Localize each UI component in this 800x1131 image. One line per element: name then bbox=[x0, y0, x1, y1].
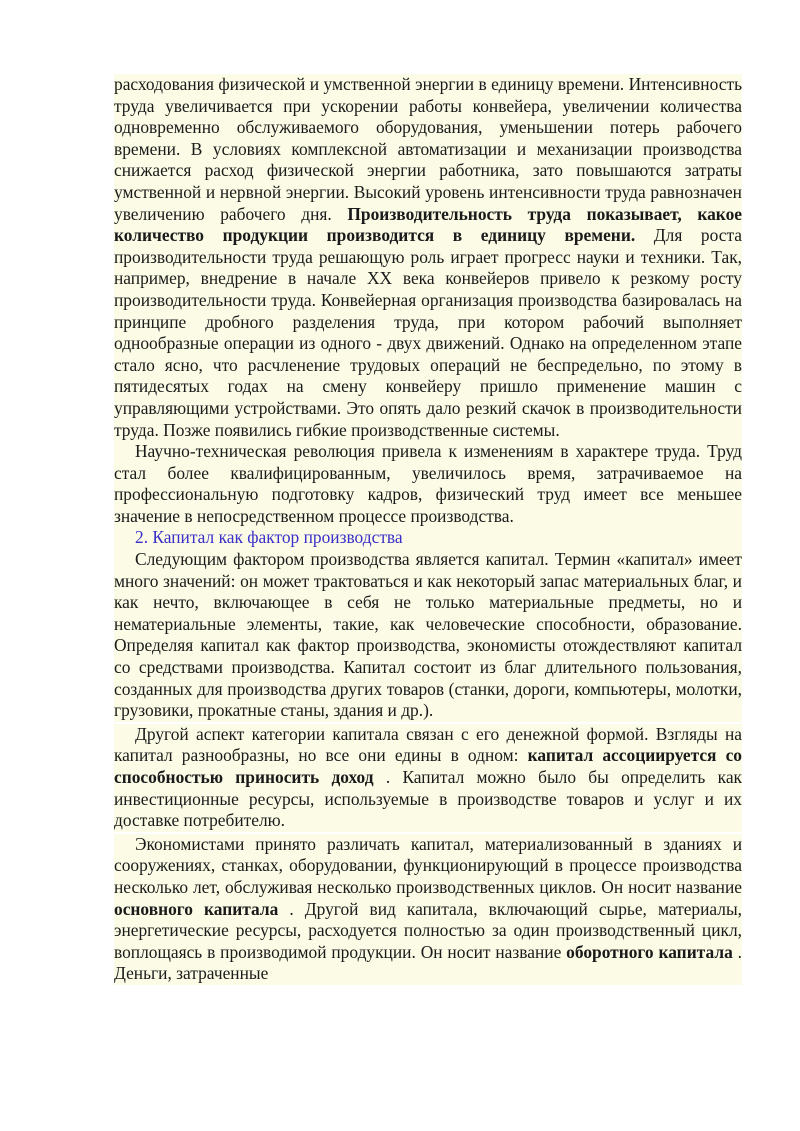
section-heading-capital: 2. Капитал как фактор производства bbox=[114, 527, 742, 549]
text-run: . Капитал можно было бы определить как инвестиционные ресурсы, используемые в производстве товаров и услуг и их доставке потребителю. bbox=[114, 767, 742, 831]
text-run: Экономистами принято различать капитал, материализованный в зданиях и сооружениях, станках, оборудовании, функционирующий в процессе производства несколько лет, обслуживая несколько производственных циклов. Он носит название bbox=[114, 833, 742, 897]
paragraph-fixed-working-capital bbox=[114, 834, 742, 985]
paragraph-scientific-revolution bbox=[114, 441, 742, 527]
paragraph-labor-intensity bbox=[114, 74, 742, 441]
document-page bbox=[114, 74, 742, 985]
text-run: Для роста производительности труда решающую роль играет прогресс науки и техники. Так, например, внедрение в начале XX века конвейеров привело к резкому росту производительности труда. Конвейерная организация производства базировалась на принципе дробного разделения труда, при котором рабочий выполняет однообразные операции из одного - двух движений. Однако на определенном этапе стало ясно, что расчленение трудовых операций не беспредельно, по этому в пятидесятых годах на смену конвейеру пришло применение машин с управляющими устройствами. Это опять дало резкий скачок в производительности труда. Позже появились гибкие производственные системы. bbox=[114, 225, 742, 440]
text-run: . Другой вид капитала, включающий сырье, материалы, энергетические ресурсы, расходуется полностью за один производственный цикл, воплощаясь в производимой продукции. Он носит название bbox=[114, 898, 743, 962]
bold-definition-productivity: Производительность труда показывает, какое количество продукции производится в единицу времени. bbox=[114, 203, 742, 246]
text-run: . Деньги, затраченные bbox=[114, 941, 742, 984]
bold-working-capital: оборотного капитала bbox=[566, 941, 733, 962]
paragraph-capital-money-form bbox=[114, 724, 742, 832]
bold-fixed-capital: основного капитала bbox=[114, 898, 279, 919]
paragraph-capital-definition bbox=[114, 549, 742, 722]
text-run: Следующим фактором производства является капитал. Термин «капитал» имеет много значений: он может трактоваться и как некоторый запас материальных благ, и как нечто, включающее в себя не только материальные предметы, но и нематериальные элементы, такие, как человеческие способности, образование. Определяя капитал как фактор производства, экономисты отождествляют капитал со средствами производства. Капитал состоит из благ длительного пользования, созданных для производства других товаров (станки, дороги, компьютеры, молотки, грузовики, прокатные станы, здания и др.). bbox=[114, 549, 742, 721]
text-run: Научно-техническая революция привела к изменениям в характере труда. Труд стал более квалифицированным, увеличилось время, затрачиваемое на профессиональную подготовку кадров, физический труд имеет все меньшее значение в непосредственном процессе производства. bbox=[114, 441, 742, 526]
text-run: расходования физической и умственной энергии в единицу времени. Интенсивность труда увеличивается при ускорении работы конвейера, увеличении количества одновременно обслуживаемого оборудования, уменьшении потерь рабочего времени. В условиях комплексной автоматизации и механизации производства снижается расход физической энергии работника, зато повышаются затраты умственной и нервной энергии. Высокий уровень интенсивности труда равнозначен увеличению рабочего дня. bbox=[114, 74, 742, 224]
bold-capital-income: капитал ассоциируется со способностью приносить доход bbox=[114, 745, 742, 787]
text-run: Другой аспект категории капитала связан с его денежной формой. Взгляды на капитал разнообразны, но все они едины в одном: bbox=[114, 723, 742, 766]
